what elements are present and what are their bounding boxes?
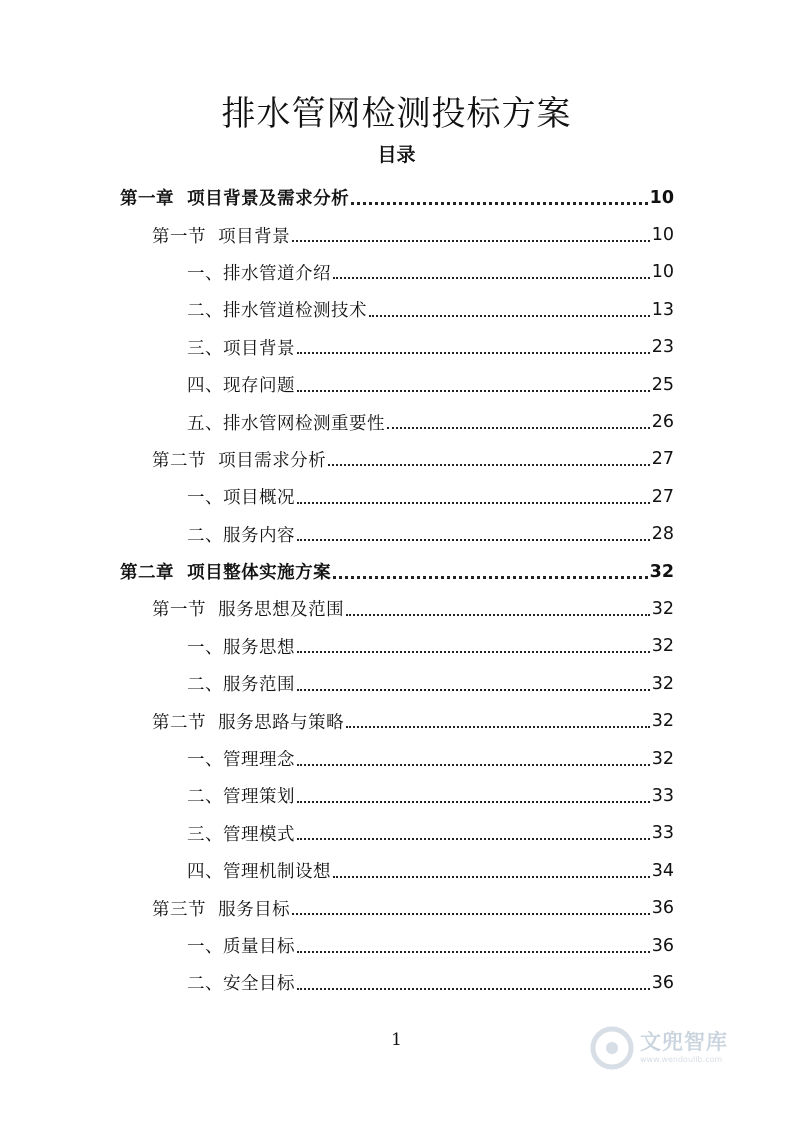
dot-leader bbox=[351, 202, 647, 205]
toc-entry-label: 第一节 服务思想及范围 bbox=[152, 600, 345, 621]
toc-entry-label: 二、服务范围 bbox=[187, 675, 295, 696]
toc-entry-label: 第一章 项目背景及需求分析 bbox=[120, 189, 350, 210]
toc-entry-page: 13 bbox=[651, 299, 674, 320]
toc-entry-label: 第一节 项目背景 bbox=[152, 226, 291, 247]
toc-entry-item[interactable] bbox=[0, 516, 793, 553]
toc-entry-label: 三、管理模式 bbox=[187, 824, 295, 845]
wendou-logo-icon bbox=[590, 1026, 634, 1070]
dot-leader bbox=[297, 764, 650, 766]
toc-entry-label: 第二章 项目整体实施方案 bbox=[120, 563, 332, 584]
toc-entry-item[interactable] bbox=[0, 403, 793, 440]
toc-entry-page: 23 bbox=[651, 337, 674, 358]
watermark-text bbox=[640, 1032, 728, 1064]
page-number: 1 bbox=[391, 1030, 402, 1050]
toc-entry-item[interactable] bbox=[0, 628, 793, 665]
toc-entry-item[interactable] bbox=[0, 815, 793, 852]
toc-entry-label: 二、排水管道检测技术 bbox=[187, 301, 367, 322]
watermark bbox=[590, 1018, 765, 1078]
dot-leader bbox=[292, 913, 650, 915]
toc-entry-page: 32 bbox=[651, 673, 674, 694]
toc-entry-item[interactable] bbox=[0, 777, 793, 814]
dot-leader bbox=[297, 801, 650, 803]
dot-leader bbox=[297, 838, 650, 840]
toc-entry-page: 36 bbox=[651, 898, 674, 919]
toc-entry-page: 10 bbox=[649, 187, 674, 208]
toc-entry-section[interactable] bbox=[0, 590, 793, 627]
dot-leader bbox=[328, 464, 650, 466]
dot-leader bbox=[297, 988, 650, 990]
toc-entry-page: 32 bbox=[651, 748, 674, 769]
toc-entry-item[interactable] bbox=[0, 852, 793, 889]
toc-entry-label: 一、排水管道介绍 bbox=[187, 263, 331, 284]
watermark-url: www.wendoulib.com bbox=[640, 1055, 723, 1064]
toc-entry-page: 10 bbox=[651, 225, 674, 246]
toc-entry-page: 32 bbox=[651, 636, 674, 657]
dot-leader bbox=[297, 352, 650, 354]
dot-leader bbox=[333, 576, 647, 579]
toc-entry-section[interactable] bbox=[0, 889, 793, 926]
toc-entry-item[interactable] bbox=[0, 329, 793, 366]
toc-entry-label: 二、服务内容 bbox=[187, 525, 295, 546]
toc-entry-label: 四、管理机制设想 bbox=[187, 862, 331, 883]
toc-entry-label: 一、管理理念 bbox=[187, 750, 295, 771]
dot-leader bbox=[346, 614, 650, 616]
dot-leader bbox=[387, 427, 650, 429]
dot-leader bbox=[297, 502, 650, 504]
toc-entry-page: 36 bbox=[651, 972, 674, 993]
toc-entry-section[interactable] bbox=[0, 216, 793, 253]
toc-entry-page: 26 bbox=[651, 412, 674, 433]
toc-entry-chapter-2[interactable] bbox=[0, 553, 793, 590]
toc-entry-section[interactable] bbox=[0, 702, 793, 739]
watermark-name: 文兜智库 bbox=[640, 1030, 728, 1054]
dot-leader bbox=[297, 689, 650, 691]
document-title: 排水管网检测投标方案 bbox=[221, 94, 572, 134]
toc-entry-section[interactable] bbox=[0, 441, 793, 478]
toc-entry-label: 第二节 服务思路与策略 bbox=[152, 712, 345, 733]
dot-leader bbox=[297, 390, 650, 392]
toc-entry-label: 一、服务思想 bbox=[187, 637, 295, 658]
dot-leader bbox=[369, 315, 650, 317]
dot-leader bbox=[292, 240, 650, 242]
dot-leader bbox=[333, 876, 650, 878]
toc-entry-page: 27 bbox=[651, 486, 674, 507]
toc-entry-page: 32 bbox=[651, 598, 674, 619]
toc-entry-page: 36 bbox=[651, 935, 674, 956]
dot-leader bbox=[333, 277, 650, 279]
toc-entry-item[interactable] bbox=[0, 964, 793, 1001]
toc-entry-page: 32 bbox=[651, 711, 674, 732]
toc-entry-item[interactable] bbox=[0, 740, 793, 777]
table-of-contents bbox=[0, 179, 793, 1002]
toc-entry-page: 27 bbox=[651, 449, 674, 470]
toc-entry-label: 一、质量目标 bbox=[187, 937, 295, 957]
dot-leader bbox=[297, 651, 650, 653]
toc-entry-label: 一、项目概况 bbox=[187, 488, 295, 509]
toc-entry-label: 第二节 项目需求分析 bbox=[152, 450, 327, 471]
toc-entry-page: 32 bbox=[649, 561, 674, 582]
toc-entry-page: 25 bbox=[651, 374, 674, 395]
toc-entry-item[interactable] bbox=[0, 366, 793, 403]
toc-entry-label: 三、项目背景 bbox=[187, 338, 295, 359]
toc-entry-item[interactable] bbox=[0, 665, 793, 702]
dot-leader bbox=[346, 726, 650, 728]
dot-leader bbox=[297, 539, 650, 541]
toc-entry-chapter-1[interactable] bbox=[0, 179, 793, 216]
toc-entry-item[interactable] bbox=[0, 291, 793, 328]
toc-entry-item[interactable] bbox=[0, 254, 793, 291]
toc-entry-label: 四、现存问题 bbox=[187, 376, 295, 397]
toc-entry-label: 二、安全目标 bbox=[187, 974, 295, 995]
toc-entry-item[interactable] bbox=[0, 927, 793, 964]
toc-entry-page: 33 bbox=[651, 785, 674, 806]
toc-heading: 目录 bbox=[377, 144, 416, 166]
toc-entry-page: 28 bbox=[651, 524, 674, 545]
toc-entry-label: 五、排水管网检测重要性 bbox=[187, 413, 385, 434]
toc-entry-label: 第三节 服务目标 bbox=[152, 899, 291, 920]
toc-entry-label: 二、管理策划 bbox=[187, 787, 295, 808]
dot-leader bbox=[297, 951, 650, 953]
toc-entry-item[interactable] bbox=[0, 478, 793, 515]
toc-entry-page: 34 bbox=[651, 860, 674, 881]
toc-entry-page: 33 bbox=[651, 823, 674, 844]
toc-entry-page: 10 bbox=[651, 262, 674, 283]
